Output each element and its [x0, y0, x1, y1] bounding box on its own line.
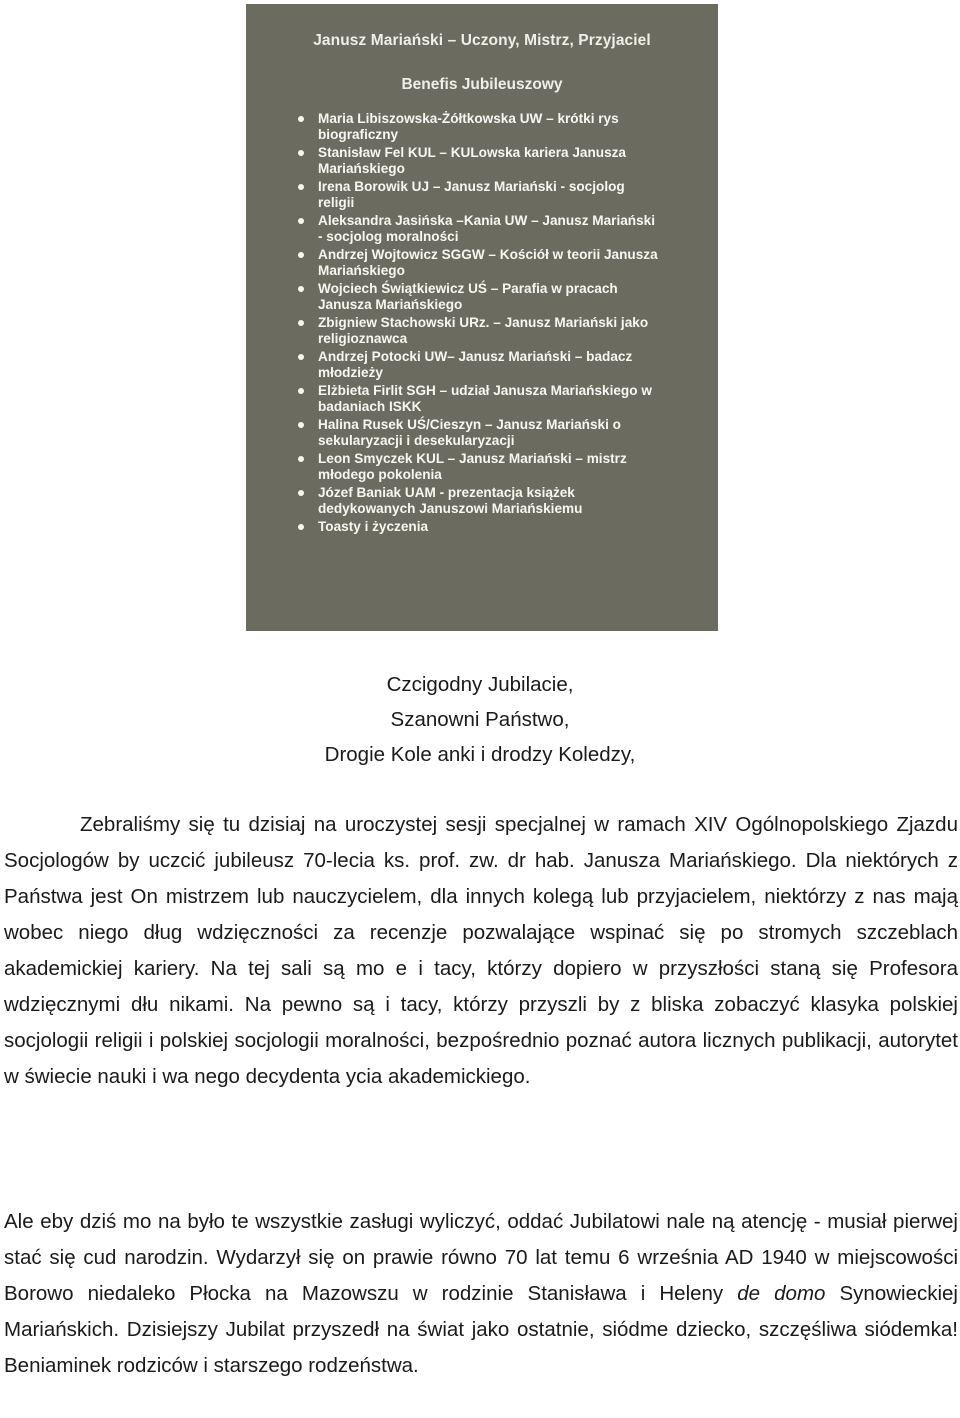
paragraph-2 [4, 1204, 958, 1384]
salutation-line: Czcigodny Jubilacie, [386, 673, 574, 696]
paragraph-2-text-end: Synowieckiej Mariańskich. Dzisiejszy Jubilat przyszedł na świat jako ostatnie, siódme dziecko, szczęśliwa siódemka! Beniaminek rodziców i starszego rodzeństwa. [4, 1282, 958, 1377]
bullet-icon [298, 252, 304, 258]
list-item: Józef Baniak UAM - prezentacja książek dedykowanych Januszowi Mariańskiemu [318, 485, 696, 517]
bullet-icon [298, 150, 304, 156]
slide-title: Janusz Mariański – Uczony, Mistrz, Przyjaciel [313, 32, 651, 49]
bullet-icon [298, 354, 304, 360]
bullet-icon [298, 456, 304, 462]
salutation [0, 667, 960, 772]
list-item: Andrzej Wojtowicz SGGW – Kościół w teorii Janusza Mariańskiego [318, 247, 696, 279]
program-slide [246, 4, 718, 631]
bullet-icon [298, 320, 304, 326]
bullet-icon [298, 184, 304, 190]
paragraph-2-italic: de domo [737, 1282, 826, 1305]
program-list [268, 111, 696, 535]
list-item: Maria Libiszowska-Żółtkowska UW – krótki rys biograficzny [318, 111, 696, 143]
salutation-line: Szanowni Państwo, [390, 708, 570, 731]
salutation-line: Drogie Kole anki i drodzy Koledzy, [324, 743, 636, 766]
list-item: Andrzej Potocki UW– Janusz Mariański – badacz młodzieży [318, 349, 696, 381]
list-item: Irena Borowik UJ – Janusz Mariański - socjolog religii [318, 179, 696, 211]
bullet-icon [298, 524, 304, 530]
bullet-icon [298, 422, 304, 428]
list-item: Halina Rusek UŚ/Cieszyn – Janusz Mariański o sekularyzacji i desekularyzacji [318, 417, 696, 449]
list-item: Wojciech Świątkiewicz UŚ – Parafia w pracach Janusza Mariańskiego [318, 281, 696, 313]
list-item: Zbigniew Stachowski URz. – Janusz Mariański jako religioznawca [318, 315, 696, 347]
list-item: Leon Smyczek KUL – Janusz Mariański – mistrz młodego pokolenia [318, 451, 696, 483]
list-item: Stanisław Fel KUL – KULowska kariera Janusza Mariańskiego [318, 145, 696, 177]
bullet-icon [298, 388, 304, 394]
bullet-icon [298, 286, 304, 292]
bullet-icon [298, 490, 304, 496]
paragraph-2-text: Ale eby dziś mo na było te wszystkie zasługi wyliczyć, oddać Jubilatowi nale ną atencję - musiał pierwej stać się cud narodzin. Wydarzył się on prawie równo 70 lat temu 6 września AD 1940 w miejscowości Borowo niedaleko Płocka na Mazowszu w rodzinie Stanisława i Heleny [4, 1210, 958, 1305]
slide-subtitle: Benefis Jubileuszowy [401, 76, 563, 93]
list-item: Elżbieta Firlit SGH – udział Janusza Mariańskiego w badaniach ISKK [318, 383, 696, 415]
bullet-icon [298, 116, 304, 122]
list-item: Aleksandra Jasińska –Kania UW – Janusz Mariański - socjolog moralności [318, 213, 696, 245]
list-item: Toasty i życzenia [318, 519, 696, 535]
paragraph-1: Zebraliśmy się tu dzisiaj na uroczystej sesji specjalnej w ramach XIV Ogólnopolskiego Zjazdu Socjologów by uczcić jubileusz 70-lecia ks. prof. zw. dr hab. Janusza Mariańskiego. Dla niektórych z Państwa jest On mistrzem lub nauczycielem, dla innych kolegą lub przyjacielem, niektórzy z nas mają wobec niego dług wdzięczności za recenzje pozwalające wspinać się po stromych szczeblach akademickiej kariery. Na tej sali są mo e i tacy, którzy dopiero w przyszłości staną się Profesora wdzięcznymi dłu nikami. Na pewno są i tacy, którzy przyszli by z bliska zobaczyć klasyka polskiej socjologii religii i polskiej socjologii moralności, bezpośrednio poznać autora licznych publikacji, autorytet w świecie nauki i wa nego decydenta ycia akademickiego. [4, 813, 958, 1088]
bullet-icon [298, 218, 304, 224]
